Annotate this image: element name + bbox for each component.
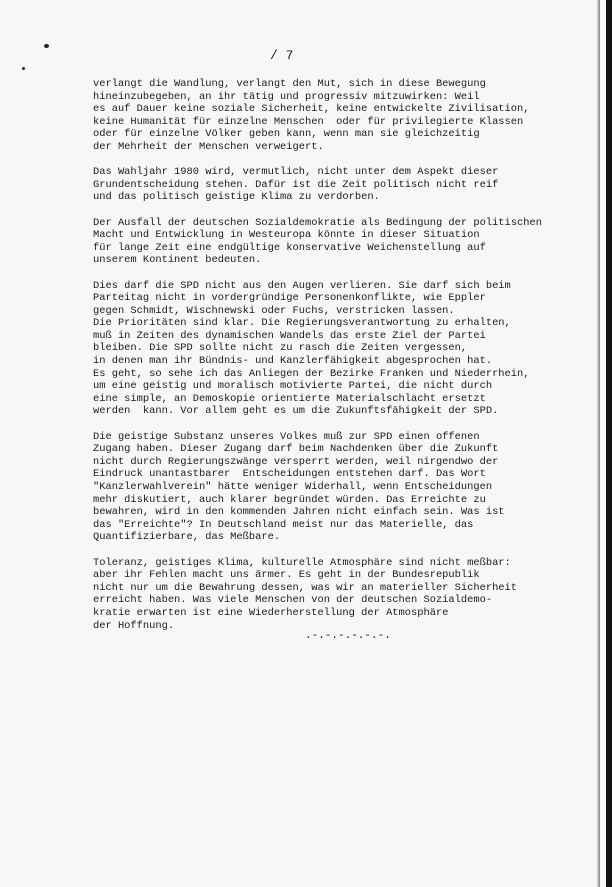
text-line: Es geht, so sehe ich das Anliegen der Bezirke Franken und Niederrhein, [93, 367, 530, 380]
text-line: und das politisch geistige Klima zu verdorben. [93, 191, 380, 204]
text-line: verlangt die Wandlung, verlangt den Mut, sich in diese Bewegung [93, 78, 486, 90]
text-line: Der Ausfall der deutschen Sozialdemokratie als Bedingung der politischen [93, 216, 542, 229]
text-line: werden kann. Vor allem geht es um die Zukunftsfähigkeit der SPD. [93, 405, 499, 418]
scan-speck [22, 67, 25, 70]
text-line: für lange Zeit eine endgültige konservative Weichenstellung auf [93, 241, 486, 254]
text-line: das "Erreichte"? In Deutschland meist nur das Materielle, das [93, 518, 474, 531]
text-line: nicht nur um die Bewahrung dessen, was wir an materieller Sicherheit [93, 581, 518, 594]
paragraph [93, 280, 573, 419]
text-line: Parteitag nicht in vordergründige Personenkonflikte, wie Eppler [93, 292, 486, 305]
end-of-text-mark: .-.-.-.-.-.-. [305, 630, 391, 642]
letter-body [93, 78, 573, 645]
text-line: gegen Schmidt, Wischnewski oder Fuchs, verstricken lassen. [93, 304, 455, 317]
text-line: oder für einzelne Völker geben kann, wenn man sie gleichzeitig [93, 128, 480, 141]
paragraph [93, 217, 573, 267]
paragraph [93, 78, 573, 154]
text-line: aber ihr Fehlen macht uns ärmer. Es geht in der Bundesrepublik [93, 569, 480, 582]
text-line: hineinzubegeben, an ihr tätig und progressiv mitzuwirken: Weil [93, 90, 480, 103]
text-line: Zugang haben. Dieser Zugang darf beim Nachdenken über die Zukunft [93, 443, 499, 456]
text-line: bleiben. Die SPD sollte nicht zu rasch die Zeiten vergessen, [93, 342, 468, 355]
text-line: in denen man ihr Bündnis- und Kanzlerfähigkeit abgesprochen hat. [93, 355, 493, 368]
text-line: der Hoffnung. [93, 619, 175, 632]
text-line: "Kanzlerwahlverein" hätte weniger Widerhall, wenn Entscheidungen [93, 481, 493, 493]
text-line: der Mehrheit der Menschen verweigert. [93, 140, 324, 153]
text-line: um eine geistig und moralisch motivierte Partei, die nicht durch [93, 380, 493, 393]
text-line: unserem Kontinent bedeuten. [93, 254, 262, 267]
text-line: Die Prioritäten sind klar. Die Regierungsverantwortung zu erhalten, [93, 317, 511, 330]
text-line: Eindruck unantastbarer Entscheidungen entstehen darf. Das Wort [93, 468, 486, 481]
paragraph [93, 431, 573, 544]
text-line: erreicht haben. Was viele Menschen von der deutschen Sozialdemo- [93, 594, 493, 607]
text-line: mehr diskutiert, auch klarer begründet würden. Das Erreichte zu [93, 493, 486, 506]
paragraph [93, 557, 573, 633]
text-line: keine Humanität für einzelne Menschen oder für privilegierte Klassen [93, 115, 524, 128]
text-line: Die geistige Substanz unseres Volkes muß zur SPD einen offenen [93, 430, 480, 443]
page-edge-shadow [597, 0, 600, 887]
text-line: nicht durch Regierungszwänge versperrt werden, weil nirgendwo der [93, 455, 499, 468]
text-line: Quantifizierbare, das Meßbare. [93, 531, 281, 544]
text-line: Dies darf die SPD nicht aus den Augen verlieren. Sie darf sich beim [93, 279, 511, 292]
scan-speck [44, 44, 49, 48]
text-line: kratie erwarten ist eine Wiederherstellung der Atmosphäre [93, 606, 449, 619]
text-line: eine simple, an Demoskopie orientierte Materialschlacht ersetzt [93, 392, 486, 405]
page-number: / 7 [270, 48, 294, 63]
text-line: Das Wahljahr 1980 wird, vermutlich, nicht unter dem Aspekt dieser [93, 166, 499, 179]
text-line: muß in Zeiten des dynamischen Wandels das erste Ziel der Partei [93, 329, 486, 342]
text-line: Toleranz, geistiges Klima, kulturelle Atmosphäre sind nicht meßbar: [93, 556, 511, 569]
paragraph [93, 166, 573, 204]
text-line: Macht und Entwicklung in Westeuropa könnte in dieser Situation [93, 229, 480, 242]
text-line: Grundentscheidung stehen. Dafür ist die Zeit politisch nicht reif [93, 178, 499, 191]
text-line: es auf Dauer keine soziale Sicherheit, keine entwickelte Zivilisation, [93, 103, 530, 116]
text-line: bewahren, wird in den kommenden Jahren nicht einfach sein. Was ist [93, 506, 505, 519]
